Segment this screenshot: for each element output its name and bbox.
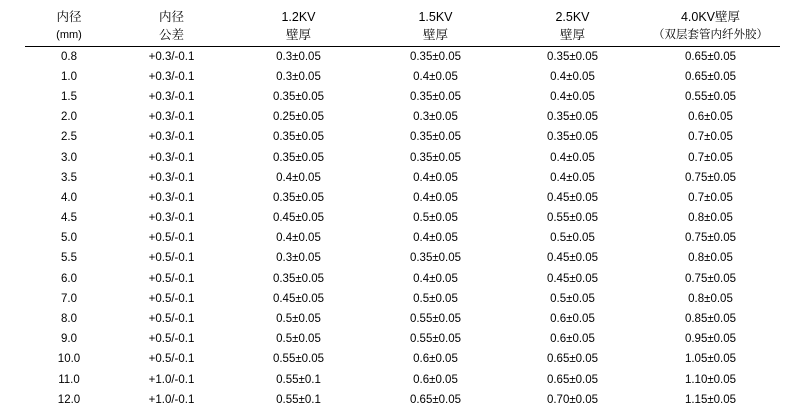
table-cell: 0.65±0.05 [684,70,737,83]
header-line-1: 内径 [158,10,184,24]
table-cell: 5.0 [61,232,77,245]
table-cell: 0.75±0.05 [684,171,737,184]
table-cell: 0.6±0.05 [688,111,733,124]
table-cell: 0.65±0.05 [546,353,599,366]
table-cell: 0.55±0.05 [409,333,462,346]
table-row [25,289,780,309]
table-cell: 1.05±0.05 [684,353,737,366]
table-row [25,390,780,410]
table-cell: 3.0 [61,151,77,164]
table-cell: +0.5/-0.1 [148,232,195,245]
table-cell: +0.5/-0.1 [148,292,195,305]
spec-sheet [0,6,805,417]
table-cell: 0.4±0.05 [550,70,595,83]
header-line-2: （双层套管内纤外胶） [653,29,768,41]
table-cell: 0.55±0.05 [272,353,325,366]
table-cell: 0.35±0.05 [272,151,325,164]
table-cell: 0.35±0.05 [272,90,325,103]
table-cell: 0.7±0.05 [688,191,733,204]
table-cell: 5.5 [61,252,77,265]
header-cell-12kv [230,6,367,47]
table-cell: +0.3/-0.1 [148,111,195,124]
table-cell: +0.3/-0.1 [148,171,195,184]
header-cell-25kv [504,6,641,47]
table-cell: +0.3/-0.1 [148,131,195,144]
table-cell: 3.5 [61,171,77,184]
table-cell: 0.35±0.05 [272,272,325,285]
table-row [25,309,780,329]
table-cell: 0.5±0.05 [413,292,458,305]
header-line-2: 壁厚 [559,28,585,42]
table-row [25,67,780,87]
table-cell: 0.45±0.05 [546,191,599,204]
table-cell: 0.55±0.1 [276,373,321,386]
table-cell: 0.6±0.05 [550,313,595,326]
table-cell: 0.3±0.05 [276,70,321,83]
table-cell: 2.0 [61,111,77,124]
table-row [25,148,780,168]
table-cell: 0.8±0.05 [688,212,733,225]
table-row [25,108,780,128]
table-cell: 2.5 [61,131,77,144]
header-line-1: 内径 [56,10,82,24]
table-cell: 0.55±0.05 [546,212,599,225]
table-cell: 0.3±0.05 [276,50,321,63]
table-row [25,269,780,289]
table-cell: +0.3/-0.1 [148,90,195,103]
table-cell: 0.5±0.05 [413,212,458,225]
table-cell: 0.35±0.05 [409,151,462,164]
table-cell: 0.4±0.05 [550,171,595,184]
table-row [25,330,780,350]
table-cell: 0.95±0.05 [684,333,737,346]
table-cell: 0.65±0.05 [546,373,599,386]
table-cell: +1.0/-0.1 [148,373,195,386]
table-cell: 0.45±0.05 [272,212,325,225]
header-line-1: 4.0KV壁厚 [680,10,741,24]
table-cell: 0.5±0.05 [276,313,321,326]
table-cell: 0.35±0.05 [546,131,599,144]
table-cell: 0.35±0.05 [409,90,462,103]
table-cell: +0.3/-0.1 [148,50,195,63]
table-cell: 0.7±0.05 [688,151,733,164]
header-line-1: 1.5KV [418,10,453,24]
table-cell: +0.5/-0.1 [148,313,195,326]
table-cell: 0.75±0.05 [684,272,737,285]
table-cell: 6.0 [61,272,77,285]
table-header [25,6,780,47]
table-row [25,47,780,68]
table-cell: 0.4±0.05 [550,90,595,103]
table-cell: 0.4±0.05 [550,151,595,164]
table-cell: 0.85±0.05 [684,313,737,326]
table-cell: +0.5/-0.1 [148,272,195,285]
table-cell: 0.55±0.05 [684,90,737,103]
table-cell: 0.3±0.05 [276,252,321,265]
table-cell: 7.0 [61,292,77,305]
table-cell: 0.4±0.05 [413,70,458,83]
table-cell: 0.8±0.05 [688,252,733,265]
table-cell: 0.35±0.05 [272,131,325,144]
table-cell: 0.65±0.05 [684,50,737,63]
table-cell: 0.55±0.05 [409,313,462,326]
table-cell: 0.65±0.05 [409,393,462,406]
table-row [25,209,780,229]
header-line-2: (mm) [56,29,82,41]
table-cell: +0.3/-0.1 [148,191,195,204]
table-cell: 0.6±0.05 [550,333,595,346]
table-cell: 0.8±0.05 [688,292,733,305]
header-cell-tolerance [113,6,230,47]
table-cell: 1.5 [61,90,77,103]
header-cell-40kv [641,6,780,47]
table-cell: 0.35±0.05 [409,50,462,63]
table-cell: 0.45±0.05 [546,252,599,265]
table-row [25,350,780,370]
table-header-row [25,6,780,47]
table-cell: 0.5±0.05 [550,232,595,245]
table-row [25,87,780,107]
table-cell: 0.35±0.05 [546,111,599,124]
table-cell: 0.45±0.05 [272,292,325,305]
table-cell: 4.0 [61,191,77,204]
table-cell: 4.5 [61,212,77,225]
table-cell: +0.5/-0.1 [148,353,195,366]
header-line-2: 壁厚 [422,28,448,42]
table-cell: +0.3/-0.1 [148,70,195,83]
table-body [25,47,780,411]
table-cell: +0.5/-0.1 [148,333,195,346]
table-cell: 10.0 [57,353,81,366]
table-cell: +1.0/-0.1 [148,393,195,406]
table-cell: 0.4±0.05 [276,232,321,245]
table-cell: 0.75±0.05 [684,232,737,245]
table-cell: 0.4±0.05 [413,272,458,285]
table-cell: 12.0 [57,393,81,406]
header-line-2: 壁厚 [285,28,311,42]
table-cell: 11.0 [58,373,80,386]
header-cell-inner-diameter [25,6,113,47]
table-row [25,128,780,148]
table-cell: 0.35±0.05 [409,252,462,265]
table-cell: 0.4±0.05 [413,232,458,245]
table-cell: 0.4±0.05 [276,171,321,184]
table-row [25,188,780,208]
table-cell: 0.6±0.05 [413,353,458,366]
table-cell: 1.0 [61,70,77,83]
table-cell: 0.5±0.05 [550,292,595,305]
table-cell: 0.35±0.05 [546,50,599,63]
header-cell-15kv [367,6,504,47]
header-line-1: 2.5KV [555,10,590,24]
table-row [25,229,780,249]
table-cell: 1.15±0.05 [684,393,737,406]
table-cell: 0.55±0.1 [276,393,321,406]
table-cell: 0.45±0.05 [546,272,599,285]
table-row [25,249,780,269]
table-cell: 1.10±0.05 [684,373,737,386]
table-cell: 0.6±0.05 [413,373,458,386]
table-cell: 0.8 [61,50,77,63]
specification-table [25,6,780,410]
table-cell: +0.3/-0.1 [148,212,195,225]
table-cell: 0.7±0.05 [688,131,733,144]
table-cell: 0.70±0.05 [546,393,599,406]
table-cell: 8.0 [61,313,77,326]
table-cell: 0.4±0.05 [413,191,458,204]
table-row [25,168,780,188]
table-cell: 0.35±0.05 [272,191,325,204]
table-cell: 0.25±0.05 [272,111,325,124]
table-cell: 9.0 [61,333,77,346]
table-cell: 0.4±0.05 [413,171,458,184]
table-row [25,370,780,390]
table-cell: 0.5±0.05 [276,333,321,346]
table-cell: 0.35±0.05 [409,131,462,144]
table-cell: +0.5/-0.1 [148,252,195,265]
header-line-2: 公差 [158,28,184,42]
table-cell: +0.3/-0.1 [148,151,195,164]
header-line-1: 1.2KV [281,10,316,24]
table-cell: 0.3±0.05 [413,111,458,124]
